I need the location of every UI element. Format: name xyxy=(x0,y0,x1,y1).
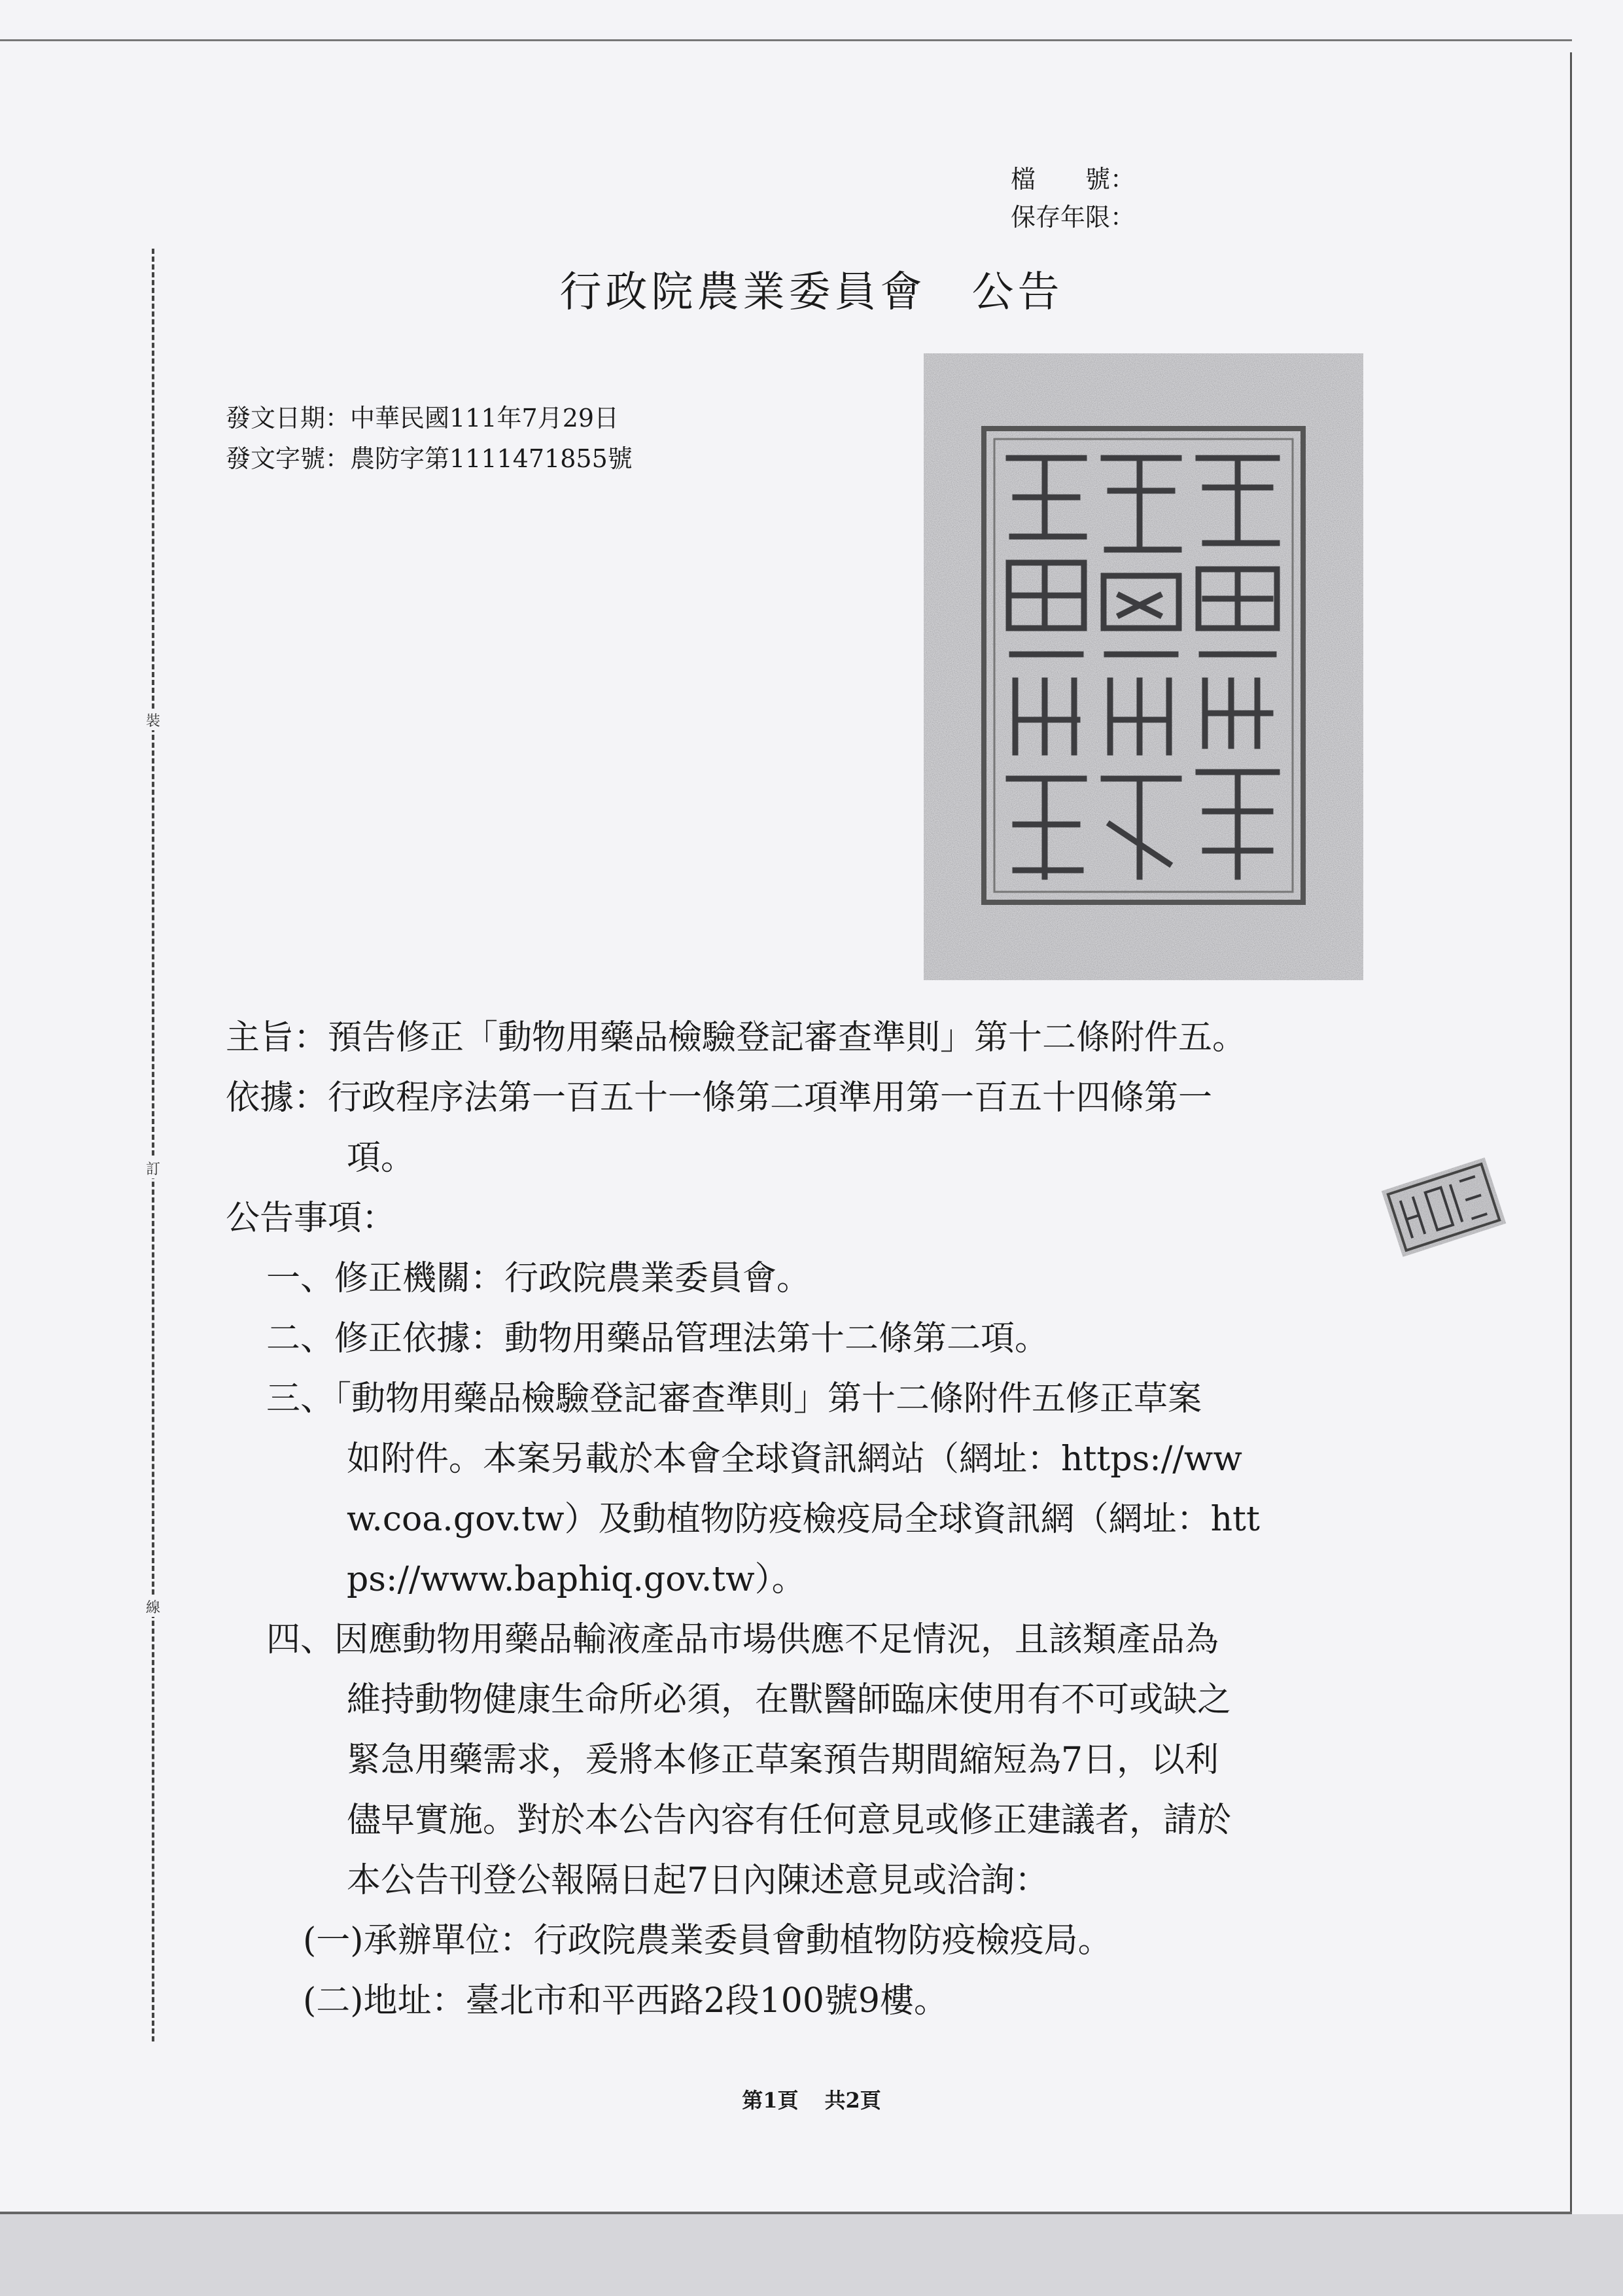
page-right-edge xyxy=(1570,52,1572,2218)
notice-item-1: 一、修正機關：行政院農業委員會。 xyxy=(266,1259,811,1298)
scan-margin xyxy=(0,2214,1623,2296)
issue-number: 發文字號：農防字第1111471855號 xyxy=(226,444,633,473)
basis-line-1: 依據：行政程序法第一百五十一條第二項準用第一百五十四條第一 xyxy=(226,1078,1213,1118)
file-number-label: 檔 號： xyxy=(1011,165,1136,194)
notice-item-2: 二、修正依據：動物用藥品管理法第十二條第二項。 xyxy=(266,1319,1049,1358)
page-footer xyxy=(0,2084,1623,2114)
notice-heading: 公告事項： xyxy=(226,1199,396,1238)
binding-mark-zhuang: 裝 xyxy=(143,710,163,730)
notice-item-4-line-1: 四、因應動物用藥品輸液產品市場供應不足情況，且該類產品為 xyxy=(266,1620,1219,1659)
file-meta xyxy=(1011,160,1135,236)
issue-info xyxy=(226,398,633,479)
page-title xyxy=(0,258,1623,319)
retention-period-label: 保存年限： xyxy=(1011,203,1136,232)
notice-item-3-line-2: 如附件。本案另載於本會全球資訊網站（網址：https://ww xyxy=(347,1439,1242,1479)
page-number: 第1頁 xyxy=(742,2088,799,2113)
official-seal xyxy=(924,353,1363,980)
subject-line: 主旨：預告修正「動物用藥品檢驗登記審查準則」第十二條附件五。 xyxy=(226,1018,1247,1057)
page-total: 共2頁 xyxy=(824,2088,881,2113)
binding-mark-ding: 訂 xyxy=(143,1158,163,1178)
notice-item-3-line-3: w.coa.gov.tw）及動植物防疫檢疫局全球資訊網（網址：htt xyxy=(347,1500,1260,1539)
title-agency: 行政院農業委員會 xyxy=(559,268,926,317)
announcement-body xyxy=(226,1008,1397,2031)
notice-item-3-line-4: ps://www.baphiq.gov.tw）。 xyxy=(347,1560,806,1599)
issue-date: 發文日期：中華民國111年7月29日 xyxy=(226,404,620,433)
binding-line xyxy=(152,249,154,2041)
notice-item-3-line-1: 三、「動物用藥品檢驗登記審查準則」第十二條附件五修正草案 xyxy=(266,1379,1202,1419)
notice-item-4-line-5: 本公告刊登公報隔日起7日內陳述意見或洽詢： xyxy=(347,1861,1049,1900)
sub-item-2: (二)地址：臺北市和平西路2段100號9樓。 xyxy=(303,1981,948,2021)
binding-mark-xian: 線 xyxy=(143,1597,163,1617)
basis-line-2: 項。 xyxy=(347,1139,415,1178)
sub-item-1: (一)承辦單位：行政院農業委員會動植物防疫檢疫局。 xyxy=(303,1921,1112,1960)
notice-item-4-line-3: 緊急用藥需求，爰將本修正草案預告期間縮短為7日，以利 xyxy=(347,1740,1219,1780)
page-top-edge xyxy=(0,39,1572,41)
notice-item-4-line-2: 維持動物健康生命所必須，在獸醫師臨床使用有不可或缺之 xyxy=(347,1680,1232,1720)
notice-item-4-line-4: 儘早實施。對於本公告內容有任何意見或修正建議者，請於 xyxy=(347,1801,1232,1840)
edge-stamp-icon xyxy=(1380,1156,1508,1258)
title-doc-type: 公告 xyxy=(971,268,1064,317)
